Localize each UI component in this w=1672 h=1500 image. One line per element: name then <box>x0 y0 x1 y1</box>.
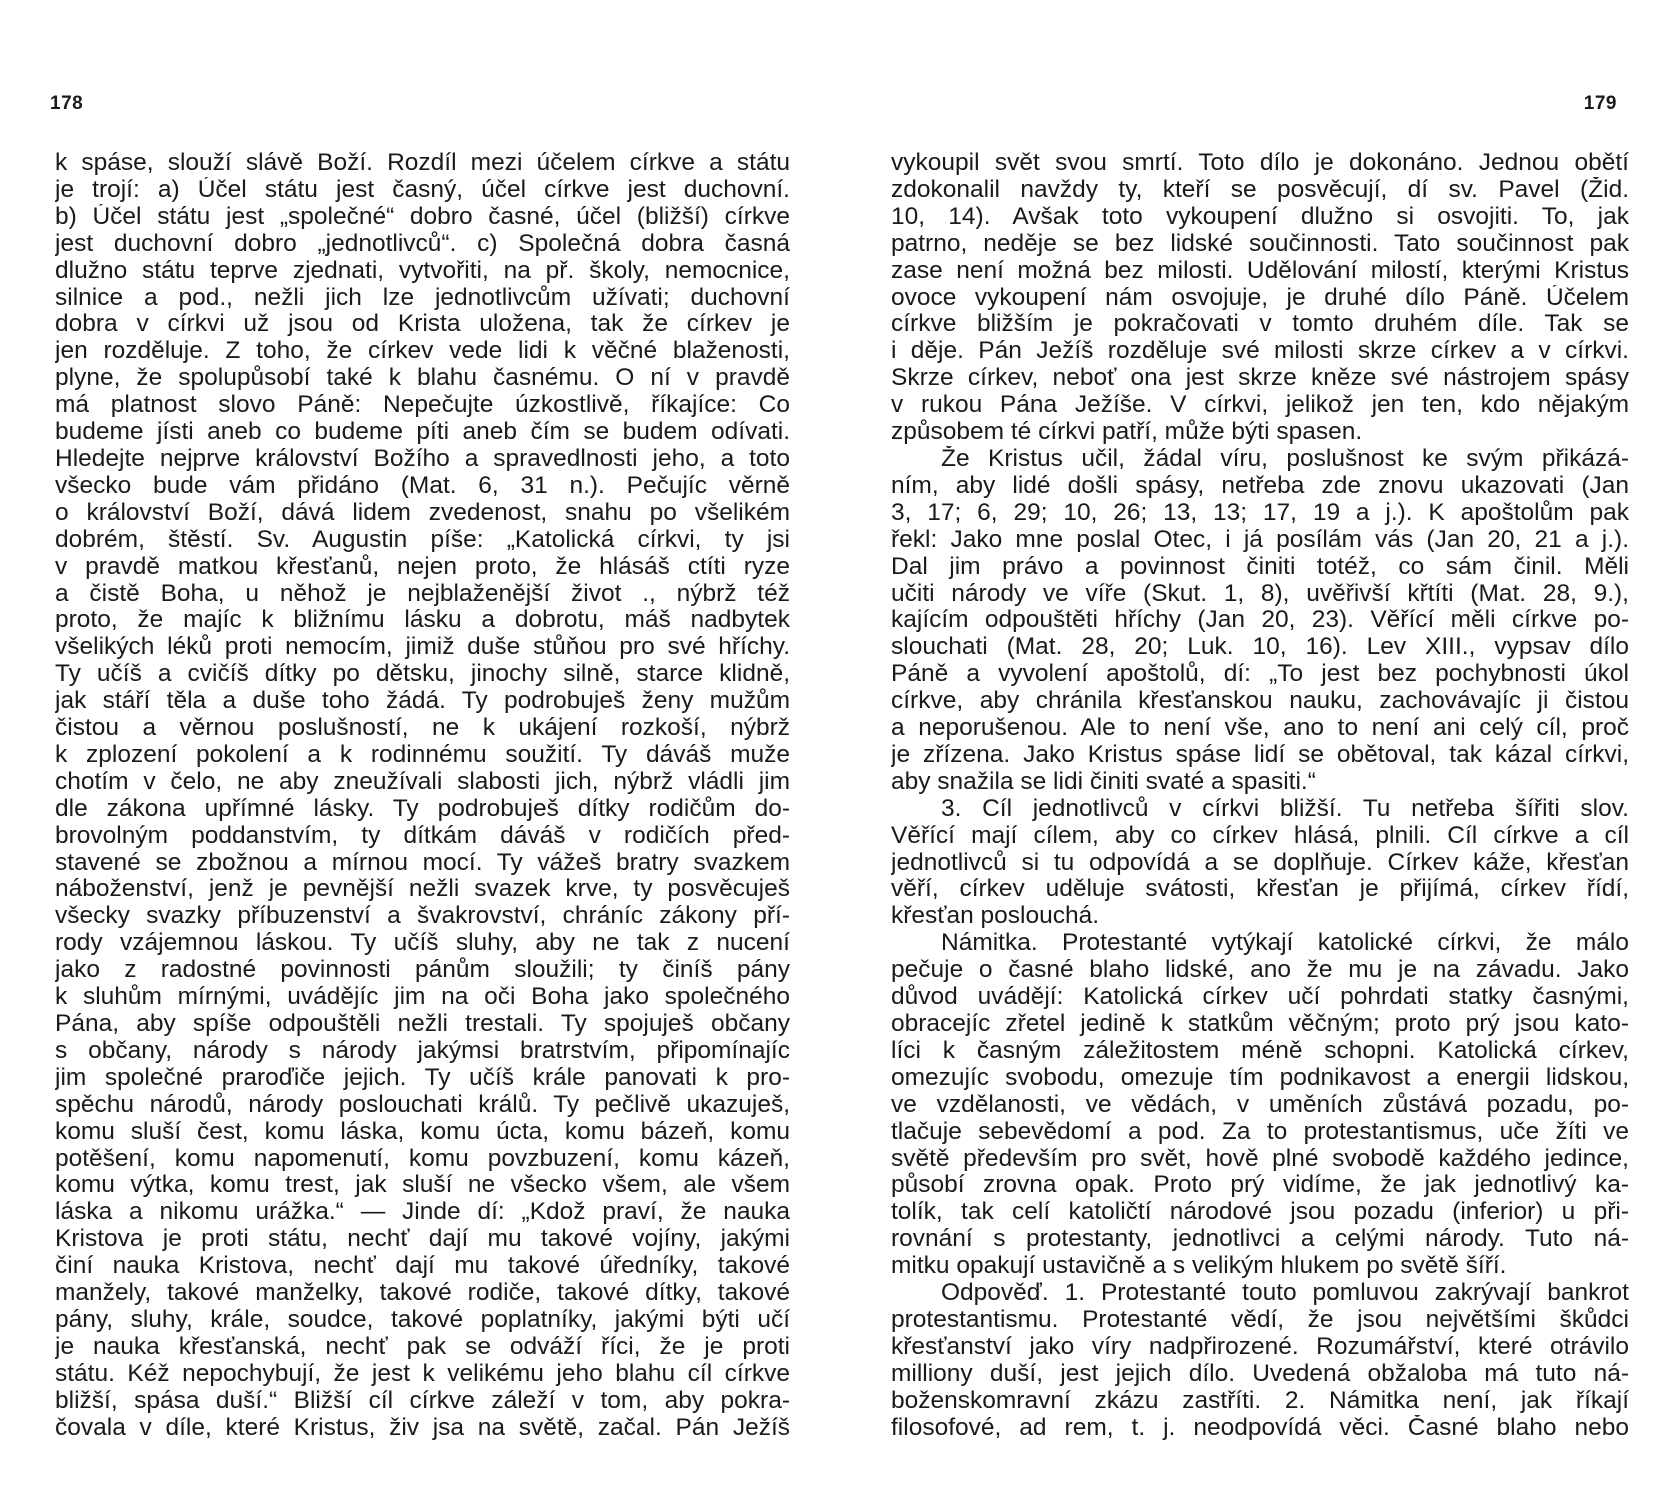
text-line: jako z radostné povinnosti pánům sloužili; ty činíš pány <box>55 957 790 984</box>
text-line: Pána, aby spíše odpouštěli nežli trestali. Ty spojuješ občany <box>55 1011 790 1037</box>
text-line: milliony duší, jest jejich dílo. Uvedená obžaloba má tuto ná- <box>891 1360 1629 1387</box>
text-line: spěchu národů, národy poslouchati králů. Ty pečlivě ukazuješ, <box>55 1091 790 1118</box>
text-line: omezujíc svobodu, omezuje tím podnikavost a energii lidskou, <box>891 1064 1629 1091</box>
text-line: je nauka křesťanská, nechť pak se odváží říci, že je proti <box>55 1333 790 1360</box>
text-line: b) Účel státu jest „společné“ dobro časné, účel (bližší) církve <box>55 203 790 230</box>
text-line: všecky svazky příbuzenství a švakrovství, chráníc zákony pří- <box>55 903 790 930</box>
text-line: je zřízena. Jako Kristus spáse lidí se obětoval, tak kázal církvi, <box>891 741 1629 768</box>
text-line: Věřící mají cílem, aby co církev hlásá, plnili. Cíl církve a cíl <box>891 822 1629 849</box>
text-line: tlačuje sebevědomí a pod. Za to protestantismus, uče žíti ve <box>891 1118 1629 1145</box>
right-page-text <box>891 150 1629 1442</box>
text-line: mitku opakují ustavičně a s velikým hlukem po světě šíří. <box>891 1253 1507 1280</box>
text-line: jednotlivců si tu odpovídá a se doplňuje. Církev káže, křesťan <box>891 849 1629 876</box>
text-line: k sluhům mírnými, uvádějíc jim na oči Boha jako společného <box>55 984 790 1011</box>
text-line: čovala v díle, které Kristus, živ jsa na světě, začal. Pán Ježíš <box>55 1414 790 1441</box>
left-page-number: 178 <box>50 93 84 114</box>
text-line: Dal jim právo a povinnost činiti totéž, co sám činil. Měli <box>891 553 1629 580</box>
right-page-number: 179 <box>1583 93 1617 114</box>
text-line: pány, sluhy, krále, soudce, takové poplatníky, jakými býti učí <box>55 1306 790 1333</box>
text-line: způsobem té církvi patří, může býti spasen. <box>891 419 1363 446</box>
text-line: náboženství, jenž je pevnější nežli svazek krve, ty posvěcuješ <box>55 876 790 903</box>
text-line: Námitka. Protestanté vytýkají katolické církvi, že málo <box>941 930 1629 957</box>
text-line: vykoupil svět svou smrtí. Toto dílo je dokonáno. Jednou obětí <box>891 150 1629 176</box>
text-line: aby snažila se lidi činiti svaté a spasiti.“ <box>891 768 1316 795</box>
text-line: rody vzájemnou láskou. Ty učíš sluhy, aby ne tak z nucení <box>55 930 790 957</box>
text-line: silnice a pod., nežli jich lze jednotlivcům užívati; duchovní <box>55 284 790 311</box>
text-line: učiti národy ve víře (Skut. 1, 8), uvěřivší křtíti (Mat. 28, 9.), <box>891 580 1629 607</box>
text-line: věří, církev uděluje svátosti, křesťan je přijímá, církev řídí, <box>891 876 1629 903</box>
text-line: působí zrovna opak. Proto prý vidíme, že jak jednotlivý ka- <box>891 1172 1629 1199</box>
text-line: manžely, takové manželky, takové rodiče, takové dítky, takové <box>55 1280 790 1307</box>
text-line: proto, že majíc k bližnímu lásku a dobrotu, máš nadbytek <box>55 607 790 634</box>
text-line: 3. Cíl jednotlivců v církvi bližší. Tu netřeba šířiti slov. <box>941 795 1629 822</box>
text-line: církve, aby chránila křesťanskou nauku, zachovávajíc ji čistou <box>891 688 1629 715</box>
text-line: činí nauka Kristova, nechť dají mu takové úředníky, takové <box>55 1253 790 1280</box>
text-line: a čistě Boha, u něhož je nejblaženější život ., nýbrž též <box>55 580 790 607</box>
text-line: pečuje o časné blaho lidské, ano že mu je na závadu. Jako <box>891 957 1629 984</box>
text-line: jak stáří těla a duše toho žádá. Ty podrobuješ ženy mužům <box>55 688 790 715</box>
text-line: v rukou Pána Ježíše. V církvi, jelikož jen ten, kdo nějakým <box>891 392 1629 419</box>
text-line: dle zákona upřímné lásky. Ty podrobuješ dítky rodičům do- <box>55 795 790 822</box>
text-line: státu. Kéž nepochybují, že jest k velikému jeho blahu cíl církve <box>55 1360 790 1387</box>
text-line: dobrém, štěstí. Sv. Augustin píše: „Katolická církvi, ty jsi <box>55 526 790 553</box>
text-line: dobra v církvi už jsou od Krista uložena, tak že církev je <box>55 311 790 338</box>
text-line: a neporušenou. Ale to není vše, ano to není ani celý cíl, proč <box>891 715 1629 742</box>
text-line: všelikých léků proti nemocím, jimiž duše stůňou pro své hříchy. <box>55 634 790 661</box>
text-line: zase není možná bez milosti. Udělování milostí, kterými Kristus <box>891 257 1629 284</box>
text-line: s občany, národy s národy jakýmsi bratrstvím, připomínajíc <box>55 1037 790 1064</box>
text-line: 3, 17; 6, 29; 10, 26; 13, 13; 17, 19 a j.). K apoštolům pak <box>891 499 1629 526</box>
text-line: rovnání s protestanty, jednotlivci a celými národy. Tuto ná- <box>891 1226 1629 1253</box>
text-line: protestantismu. Protestanté vědí, že jsou největšími škůdci <box>891 1306 1629 1333</box>
text-line: 10, 14). Avšak toto vykoupení dlužno si osvojiti. To, jak <box>891 203 1629 230</box>
text-line: Hledejte nejprve království Božího a spravedlnosti jeho, a toto <box>55 445 790 472</box>
text-line: má platnost slovo Páně: Nepečujte úzkostlivě, říkajíce: Co <box>55 392 790 419</box>
text-line: církve bližším je pokračovati v tomto druhém díle. Tak se <box>891 311 1629 338</box>
text-line: křesťanství jako víry nadpřirozené. Rozumářství, které otrávilo <box>891 1333 1629 1360</box>
text-line: patrno, neděje se bez lidské součinnosti. Tato součinnost pak <box>891 230 1629 257</box>
text-line: Kristova je proti státu, nechť dají mu takové vojíny, jakými <box>55 1226 790 1253</box>
text-line: láska a nikomu urážka.“ — Jinde dí: „Kdož praví, že nauka <box>55 1199 790 1226</box>
text-line: křesťan poslouchá. <box>891 903 1100 930</box>
text-line: důvod uvádějí: Katolická církev učí pohrdati statky časnými, <box>891 984 1629 1011</box>
text-line: komu výtka, komu trest, jak sluší ne všecko všem, ale všem <box>55 1172 790 1199</box>
text-line: bližší, spása duší.“ Bližší cíl církve záleží v tom, aby pokra- <box>55 1387 790 1414</box>
text-line: Odpověď. 1. Protestanté touto pomluvou zakrývají bankrot <box>941 1280 1629 1307</box>
text-line: je trojí: a) Účel státu jest časný, účel církve jest duchovní. <box>55 176 790 203</box>
text-line: k zplození pokolení a k rodinnému soužití. Ty dáváš muže <box>55 741 790 768</box>
left-page-text <box>55 150 790 1442</box>
text-line: budeme jísti aneb co budeme píti aneb čím se budem odívati. <box>55 419 790 446</box>
text-line: plyne, že spolupůsobí také k blahu časnému. O ní v pravdě <box>55 365 790 392</box>
text-line: ovoce vykoupení nám osvojuje, je druhé dílo Páně. Účelem <box>891 284 1629 311</box>
text-line: Skrze církev, neboť ona jest skrze kněze své nástrojem spásy <box>891 365 1629 392</box>
text-line: chotím v čelo, ne aby zneužívali slabosti jich, nýbrž vládli jim <box>55 768 790 795</box>
text-line: o království Boží, dává lidem zvedenost, snahu po všelikém <box>55 499 790 526</box>
right-page <box>836 0 1672 1500</box>
text-line: k spáse, slouží slávě Boží. Rozdíl mezi účelem církve a státu <box>55 150 790 176</box>
text-line: ním, aby lidé došli spásy, netřeba zde znovu ukazovati (Jan <box>891 472 1629 499</box>
text-line: v pravdě matkou křesťanů, nejen proto, že hlásáš ctíti ryze <box>55 553 790 580</box>
text-line: čistou a věrnou poslušností, ne k ukájení rozkoší, nýbrž <box>55 715 790 742</box>
text-line: slouchati (Mat. 28, 20; Luk. 10, 16). Lev XIII., vypsav dílo <box>891 634 1629 661</box>
text-line: brovolným poddanstvím, ty dítkám dáváš v rodičích před- <box>55 822 790 849</box>
text-line: Ty učíš a cvičíš dítky po dětsku, jinochy silně, starce klidně, <box>55 661 790 688</box>
text-line: boženskomravní zkázu zastříti. 2. Námitka není, jak říkají <box>891 1387 1629 1414</box>
text-line: jim společné praroďiče jejich. Ty učíš krále panovati k pro- <box>55 1064 790 1091</box>
text-line: i děje. Pán Ježíš rozděluje své milosti skrze církev a v církvi. <box>891 338 1629 365</box>
text-line: komu sluší čest, komu láska, komu úcta, komu bázeň, komu <box>55 1118 790 1145</box>
text-line: jest duchovní dobro „jednotlivců“. c) Společná dobra časná <box>55 230 790 257</box>
text-line: řekl: Jako mne poslal Otec, i já posílám vás (Jan 20, 21 a j.). <box>891 526 1629 553</box>
text-line: jen rozděluje. Z toho, že církev vede lidi k věčné blaženosti, <box>55 338 790 365</box>
text-line: stavené se zbožnou a mírnou mocí. Ty vážeš bratry svazkem <box>55 849 790 876</box>
text-line: Že Kristus učil, žádal víru, poslušnost ke svým přikázá- <box>941 445 1629 472</box>
text-line: potěšení, komu napomenutí, komu povzbuzení, komu kázeň, <box>55 1145 790 1172</box>
text-line: kajícím odpouštěti hříchy (Jan 20, 23). Věřící měli církve po- <box>891 607 1629 634</box>
text-line: Páně a vyvolení apoštolů, dí: „To jest bez pochybnosti úkol <box>891 661 1629 688</box>
text-line: obracejíc zřetel jedině k statkům věčným; proto prý jsou kato- <box>891 1011 1629 1037</box>
text-line: tolík, tak celí katoličtí národové jsou pozadu (inferior) u při- <box>891 1199 1629 1226</box>
text-line: zdokonalil navždy ty, kteří se posvěcují, dí sv. Pavel (Žid. <box>891 176 1629 203</box>
text-line: líci k časným záležitostem méně schopni. Katolická církev, <box>891 1037 1629 1064</box>
text-line: světě především pro svět, hově plné svobodě každého jedince, <box>891 1145 1629 1172</box>
text-line: dlužno státu teprve zjednati, vytvořiti, na př. školy, nemocnice, <box>55 257 790 284</box>
text-line: filosofové, ad rem, t. j. neodpovídá věci. Časné blaho nebo <box>891 1414 1629 1441</box>
text-line: ve vzdělanosti, ve vědách, v uměních zůstává pozadu, po- <box>891 1091 1629 1118</box>
text-line: všecko bude vám přidáno (Mat. 6, 31 n.). Pečujíc věrně <box>55 472 790 499</box>
